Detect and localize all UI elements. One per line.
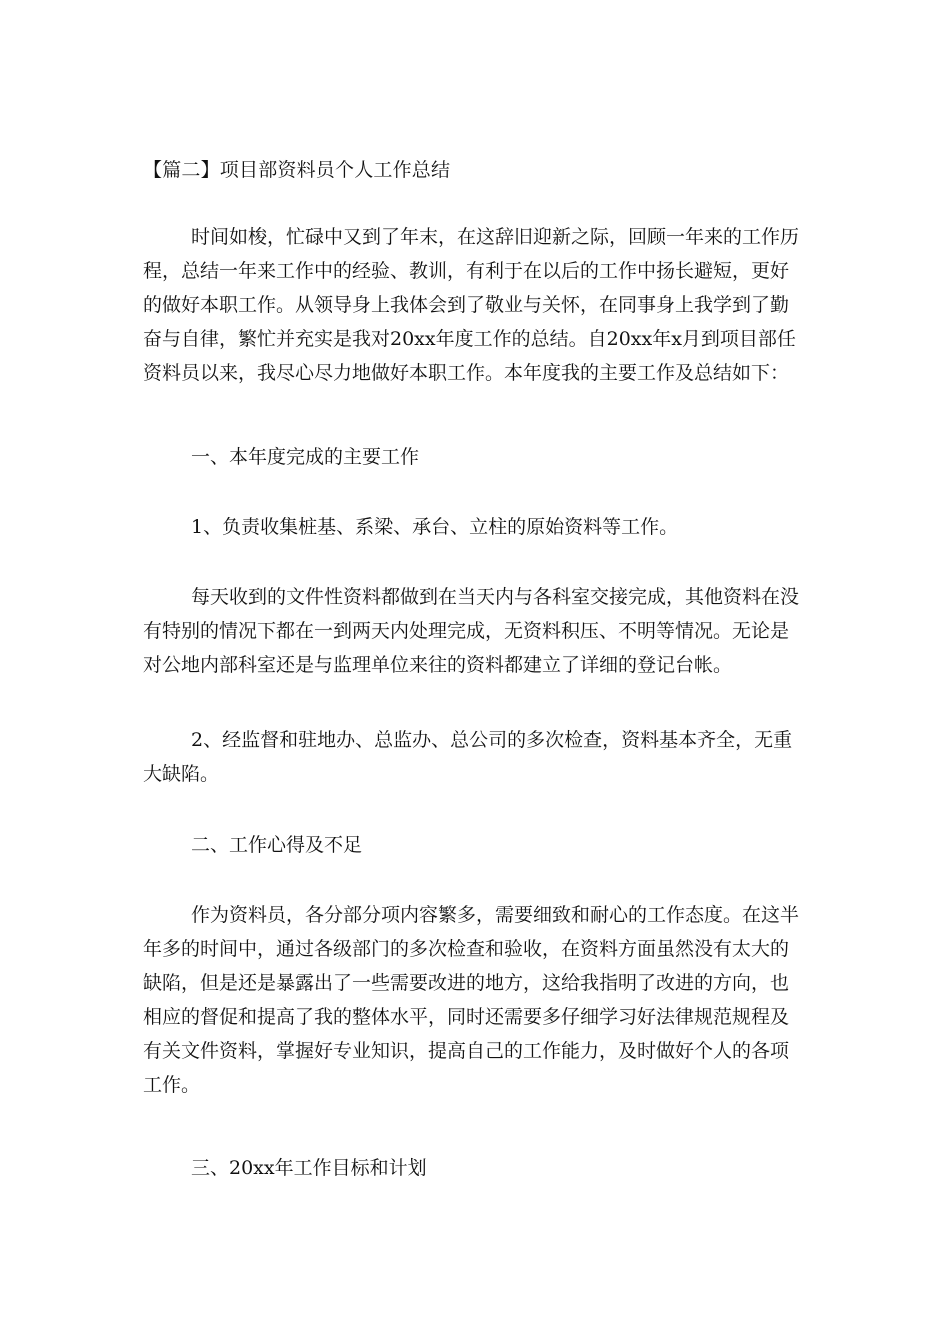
section-heading-2: 二、工作心得及不足	[191, 834, 363, 856]
paragraph-details-1: 每天收到的文件性资料都做到在当天内与各科室交接完成，其他资料在没有特别的情况下都在一到两天内处理完成，无资料积压、不明等情况。无论是对公地内部科室还是与监理单位来往的资料都建立了详细的登记台帐。	[143, 586, 800, 676]
paragraph-item-1: 1、负责收集桩基、系梁、承台、立柱的原始资料等工作。	[191, 516, 679, 538]
section-heading-3: 三、20xx年工作目标和计划	[191, 1157, 427, 1179]
paragraph-item-2: 2、经监督和驻地办、总监办、总公司的多次检查，资料基本齐全，无重大缺陷。	[143, 729, 793, 785]
section-heading-1: 一、本年度完成的主要工作	[191, 446, 420, 468]
document-title: 【篇二】项目部资料员个人工作总结	[143, 159, 451, 181]
paragraph-intro: 时间如梭，忙碌中又到了年末，在这辞旧迎新之际，回顾一年来的工作历程，总结一年来工作中的经验、教训，有利于在以后的工作中扬长避短，更好的做好本职工作。从领导身上我体会到了敬业与关怀，在同事身上我学到了勤奋与自律，繁忙并充实是我对20xx年度工作的总结。自20xx年x月到项目部任资料员以来，我尽心尽力地做好本职工作。本年度我的主要工作及总结如下：	[143, 226, 800, 384]
paragraph-details-2: 作为资料员，各分部分项内容繁多，需要细致和耐心的工作态度。在这半年多的时间中，通过各级部门的多次检查和验收，在资料方面虽然没有太大的缺陷，但是还是暴露出了一些需要改进的地方，这给我指明了改进的方向，也相应的督促和提高了我的整体水平，同时还需要多仔细学习好法律规范规程及有关文件资料，掌握好专业知识，提高自己的工作能力，及时做好个人的各项工作。	[143, 904, 800, 1096]
